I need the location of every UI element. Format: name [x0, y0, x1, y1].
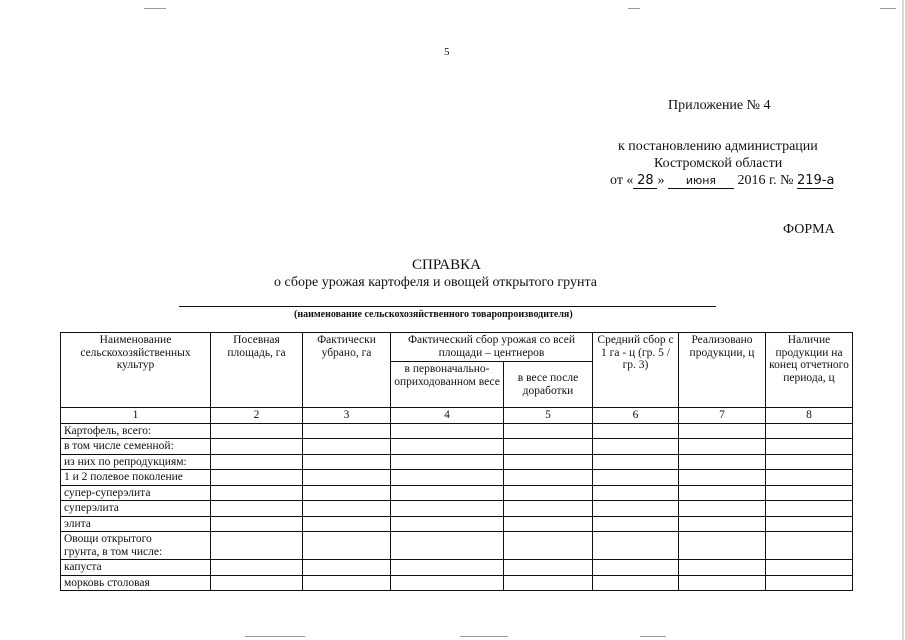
column-number: 2: [211, 408, 303, 424]
data-cell[interactable]: [303, 485, 391, 501]
table-row: [61, 423, 853, 439]
scan-artifact-mark: [628, 8, 640, 9]
data-cell[interactable]: [504, 470, 593, 486]
scan-artifact-mark: [880, 8, 896, 9]
table-row: [61, 532, 853, 560]
row-label: Овощи открытого грунта, в том числе:: [61, 532, 211, 560]
harvest-form-table: [60, 332, 853, 591]
column-number: 4: [391, 408, 504, 424]
data-cell[interactable]: [391, 454, 504, 470]
data-cell[interactable]: [211, 532, 303, 560]
column-number: 5: [504, 408, 593, 424]
data-cell[interactable]: [391, 501, 504, 517]
data-cell[interactable]: [211, 439, 303, 455]
column-number: 6: [593, 408, 679, 424]
data-cell[interactable]: [679, 501, 766, 517]
table-row: [61, 575, 853, 591]
table-row: [61, 454, 853, 470]
scan-artifact-mark: [640, 636, 666, 637]
data-cell[interactable]: [679, 560, 766, 576]
table-row: [61, 501, 853, 517]
data-cell[interactable]: [766, 470, 853, 486]
header-actual-yield: Фактический сбор урожая со всей площади – центнеров: [391, 333, 593, 362]
data-cell[interactable]: [303, 423, 391, 439]
data-cell[interactable]: [504, 454, 593, 470]
data-cell[interactable]: [391, 423, 504, 439]
data-cell[interactable]: [211, 485, 303, 501]
data-cell[interactable]: [679, 439, 766, 455]
data-cell[interactable]: [766, 439, 853, 455]
data-cell[interactable]: [766, 532, 853, 560]
data-cell[interactable]: [211, 454, 303, 470]
data-cell[interactable]: [303, 439, 391, 455]
date-mid: »: [657, 173, 665, 188]
data-cell[interactable]: [766, 501, 853, 517]
table-row: [61, 485, 853, 501]
data-cell[interactable]: [766, 454, 853, 470]
row-label: Картофель, всего:: [61, 423, 211, 439]
data-cell[interactable]: [391, 485, 504, 501]
row-label: 1 и 2 полевое поколение: [61, 470, 211, 486]
row-label: из них по репродукциям:: [61, 454, 211, 470]
data-cell[interactable]: [391, 560, 504, 576]
row-label: в том числе семенной:: [61, 439, 211, 455]
appendix-title: Приложение № 4: [668, 98, 771, 113]
data-cell[interactable]: [593, 516, 679, 532]
table-row: [61, 516, 853, 532]
date-prefix: от «: [610, 173, 634, 188]
reference-line-2: Костромской области: [654, 156, 783, 171]
data-cell[interactable]: [679, 532, 766, 560]
data-cell[interactable]: [391, 516, 504, 532]
document-number: 219-а: [796, 173, 835, 188]
data-cell[interactable]: [766, 575, 853, 591]
data-cell[interactable]: [679, 485, 766, 501]
data-cell[interactable]: [211, 560, 303, 576]
data-cell[interactable]: [593, 470, 679, 486]
data-cell[interactable]: [303, 575, 391, 591]
data-cell[interactable]: [504, 423, 593, 439]
data-cell[interactable]: [766, 423, 853, 439]
column-number: 7: [679, 408, 766, 424]
header-avg-yield: Средний сбор с 1 га - ц (гр. 5 / гр. 3): [593, 333, 679, 408]
data-cell[interactable]: [303, 501, 391, 517]
data-cell[interactable]: [766, 485, 853, 501]
data-cell[interactable]: [504, 532, 593, 560]
data-cell[interactable]: [679, 575, 766, 591]
data-cell[interactable]: [391, 470, 504, 486]
page-number: 5: [444, 46, 450, 58]
table-row: [61, 439, 853, 455]
document-title: СПРАВКА: [412, 257, 481, 273]
producer-caption: (наименование сельскохозяйственного товаропроизводителя): [294, 309, 573, 320]
data-cell[interactable]: [303, 532, 391, 560]
reference-date-line: [610, 173, 833, 189]
data-cell[interactable]: [504, 516, 593, 532]
reference-line-1: к постановлению администрации: [618, 139, 818, 154]
data-cell[interactable]: [211, 470, 303, 486]
data-cell[interactable]: [504, 575, 593, 591]
data-cell[interactable]: [504, 501, 593, 517]
scan-edge-shadow: [902, 0, 904, 640]
data-cell[interactable]: [391, 532, 504, 560]
data-cell[interactable]: [303, 470, 391, 486]
header-crop-name: Наименование сельскохозяйственных культур: [61, 333, 211, 408]
column-number: 8: [766, 408, 853, 424]
data-cell[interactable]: [593, 423, 679, 439]
data-cell[interactable]: [593, 439, 679, 455]
data-cell[interactable]: [679, 423, 766, 439]
scan-artifact-mark: [245, 636, 305, 637]
date-month: июня: [668, 173, 734, 189]
data-cell[interactable]: [679, 516, 766, 532]
header-sown-area: Посевная площадь, га: [211, 333, 303, 408]
form-label: ФОРМА: [783, 222, 835, 237]
header-sold: Реализовано продукции, ц: [679, 333, 766, 408]
table-row: [61, 470, 853, 486]
data-cell[interactable]: [303, 454, 391, 470]
producer-name-line: [179, 306, 716, 307]
data-cell[interactable]: [303, 560, 391, 576]
form-rows: [61, 423, 853, 591]
column-number: 1: [61, 408, 211, 424]
data-cell[interactable]: [593, 560, 679, 576]
data-cell[interactable]: [593, 454, 679, 470]
data-cell[interactable]: [211, 423, 303, 439]
row-label: супер-суперэлита: [61, 485, 211, 501]
data-cell[interactable]: [679, 454, 766, 470]
header-harvested: Фактически убрано, га: [303, 333, 391, 408]
header-stock: Наличие продукции на конец отчетного периода, ц: [766, 333, 853, 408]
data-cell[interactable]: [679, 470, 766, 486]
column-number: 3: [303, 408, 391, 424]
data-cell[interactable]: [391, 439, 504, 455]
data-cell[interactable]: [504, 560, 593, 576]
row-label: элита: [61, 516, 211, 532]
row-label: капуста: [61, 560, 211, 576]
data-cell[interactable]: [211, 516, 303, 532]
data-cell[interactable]: [504, 485, 593, 501]
header-initial-weight: в первоначально-оприходованном весе: [391, 362, 504, 408]
date-day: 28: [633, 173, 657, 189]
table-row: [61, 560, 853, 576]
data-cell[interactable]: [766, 560, 853, 576]
header-after-processing: в весе после доработки: [504, 362, 593, 408]
data-cell[interactable]: [593, 575, 679, 591]
data-cell[interactable]: [504, 439, 593, 455]
data-cell[interactable]: [303, 516, 391, 532]
row-label: суперэлита: [61, 501, 211, 517]
data-cell[interactable]: [593, 485, 679, 501]
data-cell[interactable]: [211, 575, 303, 591]
data-cell[interactable]: [391, 575, 504, 591]
document-subtitle: о сборе урожая картофеля и овощей открытого грунта: [274, 275, 597, 290]
row-label: морковь столовая: [61, 575, 211, 591]
data-cell[interactable]: [766, 516, 853, 532]
scan-artifact-mark: [460, 636, 508, 637]
date-year: 2016 г. №: [737, 173, 794, 188]
data-cell[interactable]: [593, 501, 679, 517]
scan-artifact-mark: [144, 8, 166, 9]
data-cell[interactable]: [211, 501, 303, 517]
data-cell[interactable]: [593, 532, 679, 560]
